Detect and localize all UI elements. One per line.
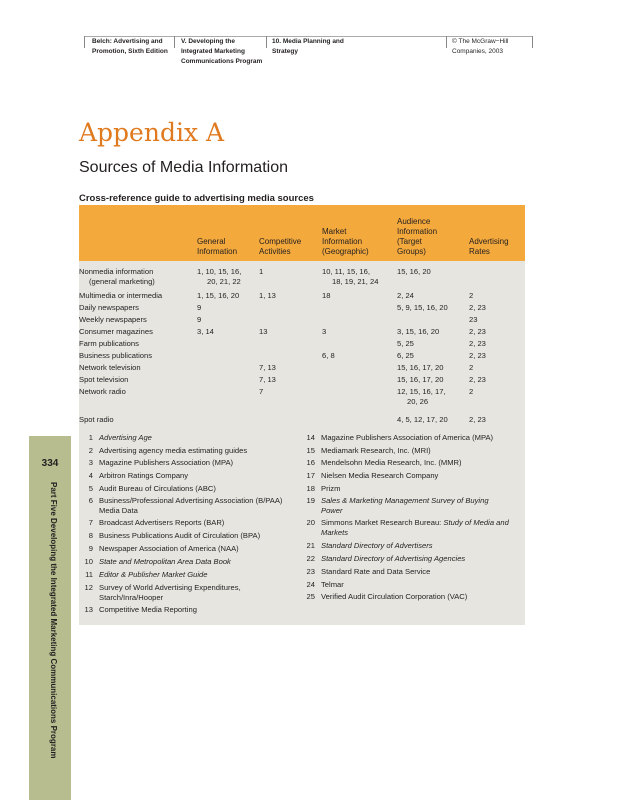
table-cell: 6, 25: [397, 351, 414, 360]
header-copyright: © The McGraw−Hill Companies, 2003: [452, 38, 509, 55]
header-divider: [532, 36, 533, 48]
row-label: Business publications: [79, 351, 153, 360]
table-cell: 20, 21, 22: [207, 276, 241, 286]
header-book: Belch: Advertising and Promotion, Sixth Edition: [92, 38, 168, 55]
header-divider: [174, 36, 175, 48]
header-divider: [446, 36, 447, 48]
table-cell: 18: [322, 291, 331, 300]
header-divider: [266, 36, 267, 48]
table-cell: 20, 26: [407, 396, 429, 406]
table-cell: 3: [322, 327, 327, 336]
table-cell: 7: [259, 387, 264, 396]
header-chapter: 10. Media Planning and Strategy: [272, 38, 344, 55]
table-cell: 23: [469, 315, 478, 324]
table-cell: 12, 15, 16, 17,: [397, 387, 446, 396]
table-header: [79, 205, 525, 261]
table-cell: 7, 13: [259, 375, 276, 384]
row-label: Spot radio: [79, 415, 114, 424]
row-label: Spot television: [79, 375, 129, 384]
row-label: Multimedia or intermedia: [79, 291, 163, 300]
table-cell: 2, 23: [469, 327, 486, 336]
table-cell: 6, 8: [322, 351, 335, 360]
table-cell: 13: [259, 327, 268, 336]
table-cell: 5, 25: [397, 339, 414, 348]
table-cell: 15, 16, 17, 20: [397, 363, 444, 372]
row-label: Farm publications: [79, 339, 139, 348]
table-cell: 2, 23: [469, 351, 486, 360]
column-header: Competitive Activities: [259, 237, 302, 256]
table-cell: 2, 23: [469, 339, 486, 348]
row-label: Daily newspapers: [79, 303, 139, 312]
table-cell: 10, 11, 15, 16,: [322, 267, 370, 276]
page-subtitle: Sources of Media Information: [79, 159, 288, 176]
table-cell: 15, 16, 17, 20: [397, 375, 444, 384]
table-cell: 9: [197, 315, 202, 324]
table-cell: 7, 13: [259, 363, 276, 372]
table-cell: 2, 23: [469, 375, 486, 384]
table-cell: 5, 9, 15, 16, 20: [397, 303, 448, 312]
row-label: (general marketing): [89, 276, 155, 286]
table-cell: 2, 23: [469, 303, 486, 312]
column-header: Advertising Rates: [469, 237, 509, 256]
table-cell: 9: [197, 303, 202, 312]
page-number: 334: [41, 458, 59, 469]
side-part-label: Part Five Developing the Integrated Marketing Communications Program: [49, 482, 58, 759]
column-header: Market Information (Geographic): [322, 227, 369, 256]
table-cell: 1, 15, 16, 20: [197, 291, 240, 300]
row-label: Network television: [79, 363, 141, 372]
row-label: Network radio: [79, 387, 126, 396]
column-header: General Information: [197, 237, 238, 256]
table-cell: 1, 13: [259, 291, 276, 300]
row-label: Nonmedia information: [79, 267, 154, 276]
table-cell: 2: [469, 387, 474, 396]
table-cell: 1, 10, 15, 16,: [197, 267, 242, 276]
table-cell: 3, 14: [197, 327, 214, 336]
table-cell: 15, 16, 20: [397, 267, 431, 276]
header-part: V. Developing the Integrated Marketing Communications Program: [181, 38, 263, 65]
table-cell: 18, 19, 21, 24: [332, 276, 379, 286]
row-label: Consumer magazines: [79, 327, 153, 336]
table-caption: Cross-reference guide to advertising media sources: [79, 193, 314, 204]
media-sources-table: General Information Competitive Activities Market Information (Geographic) Audience Information (Target Groups) Advertising Rates Nonmedia information (general marketing) 1, 10, 15, 16, 20, 21, 22 1 10, 11, 15, 16, 18, 19, 21, 24 15, 16, 20 Multimedia or intermedia 1, 15, 16, 20 1, 13 18 2, 24 2 Daily newspapers 9 5, 9, 15, 16, 20 2, 23 Weekly newspapers 9 23 Consumer magazines 3, 14 13 3 3, 15, 16, 20 2, 23 Farm publications 5, 25 2, 23 Business publications 6, 8 6, 25 2, 23 Network television 7, 13 15, 16, 17, 20 2 Spot television 7, 13 15, 16, 17, 20 2, 23 Network radio 7 12, 15, 16, 17, 20, 26 2 Spot radio 4, 5, 12, 17, 20 2, 23 1 Advertising Age 2 Advertising agency media estimating guides 3 Magazine Publishers Association (MPA) 4 Arbitron Ratings Company 5 Audit Bureau of Circulations (ABC) 6 Business/Professional Advertising Association (B/PAA) Media Data 7 Broadcast Advertisers Reports (BAR) 8 Business Publications Audit of Circulation (BPA) 9 Newspaper Association of America (NAA) 10 State and Metropolitan Area Data Book 11 Editor & Publisher Market Guide 12 Survey of World Advertising Expenditures, Starch/Inra/Hooper 13 Competitive Media Reporting 14 Magazine Publishers Association of America (MPA) 15 Mediamark Research, Inc. (MRI) 16 Mendelsohn Media Research, Inc. (MMR) 17 Nielsen Media Research Company 18 Prizm 19 Sales & Marketing Management Survey of Buying Power 20 Simmons Market Research Bureau: Study of Media and Markets 21 Standard Directory of Advertisers 22 Standard Directory of Advertising Agencies 23 Standard Rate and Data Service 24 Telmar 25 Verified Audit Circulation Corporation (VAC): [79, 205, 525, 625]
table-cell: 1: [259, 267, 264, 276]
header-divider: [84, 36, 85, 48]
table-cell: 2: [469, 363, 474, 372]
table-cell: 2, 23: [469, 415, 486, 424]
table-cell: 2, 24: [397, 291, 414, 300]
row-label: Weekly newspapers: [79, 315, 147, 324]
appendix-title: Appendix A: [79, 118, 225, 147]
table-cell: 4, 5, 12, 17, 20: [397, 415, 448, 424]
table-cell: 3, 15, 16, 20: [397, 327, 440, 336]
column-header: Audience Information (Target Groups): [397, 217, 438, 256]
table-cell: 2: [469, 291, 474, 300]
